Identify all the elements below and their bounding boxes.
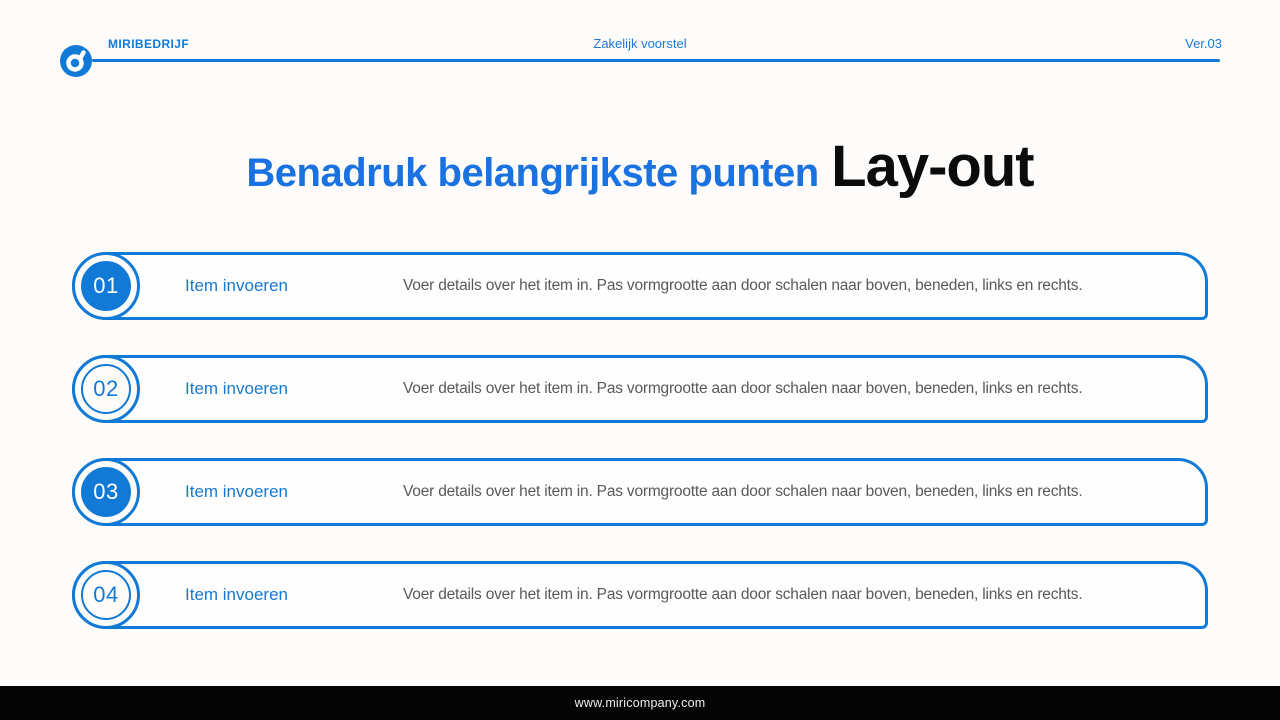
item-number-badge xyxy=(72,355,140,423)
item-number-badge xyxy=(72,252,140,320)
footer-bar xyxy=(0,686,1280,720)
list-item xyxy=(72,561,1208,629)
item-number: 03 xyxy=(81,467,131,517)
item-description: Voer details over het item in. Pas vormgrootte aan door schalen naar boven, beneden, links en rechts. xyxy=(403,277,1083,294)
item-number-badge xyxy=(72,561,140,629)
header-subtitle: Zakelijk voorstel xyxy=(593,36,687,51)
list-item xyxy=(72,458,1208,526)
footer-url: www.miricompany.com xyxy=(574,696,706,710)
page-title-main: Lay-out xyxy=(831,134,1034,199)
item-label: Item invoeren xyxy=(185,379,288,398)
brand-name: MIRIBEDRIJF xyxy=(108,37,190,51)
page-title xyxy=(0,133,1280,200)
page-title-highlight: Benadruk belangrijkste punten xyxy=(246,151,819,195)
item-number-badge xyxy=(72,458,140,526)
item-description: Voer details over het item in. Pas vormgrootte aan door schalen naar boven, beneden, links en rechts. xyxy=(403,483,1083,500)
header-version: Ver.03 xyxy=(1185,36,1222,51)
item-number: 02 xyxy=(81,364,131,414)
list-item xyxy=(72,252,1208,320)
item-number: 04 xyxy=(81,570,131,620)
item-description: Voer details over het item in. Pas vormgrootte aan door schalen naar boven, beneden, links en rechts. xyxy=(403,380,1083,397)
item-number: 01 xyxy=(81,261,131,311)
item-list xyxy=(72,252,1208,664)
item-label: Item invoeren xyxy=(185,482,288,501)
item-label: Item invoeren xyxy=(185,276,288,295)
header-divider-line xyxy=(92,59,1220,62)
item-description: Voer details over het item in. Pas vormgrootte aan door schalen naar boven, beneden, links en rechts. xyxy=(403,586,1083,603)
item-label: Item invoeren xyxy=(185,585,288,604)
list-item xyxy=(72,355,1208,423)
